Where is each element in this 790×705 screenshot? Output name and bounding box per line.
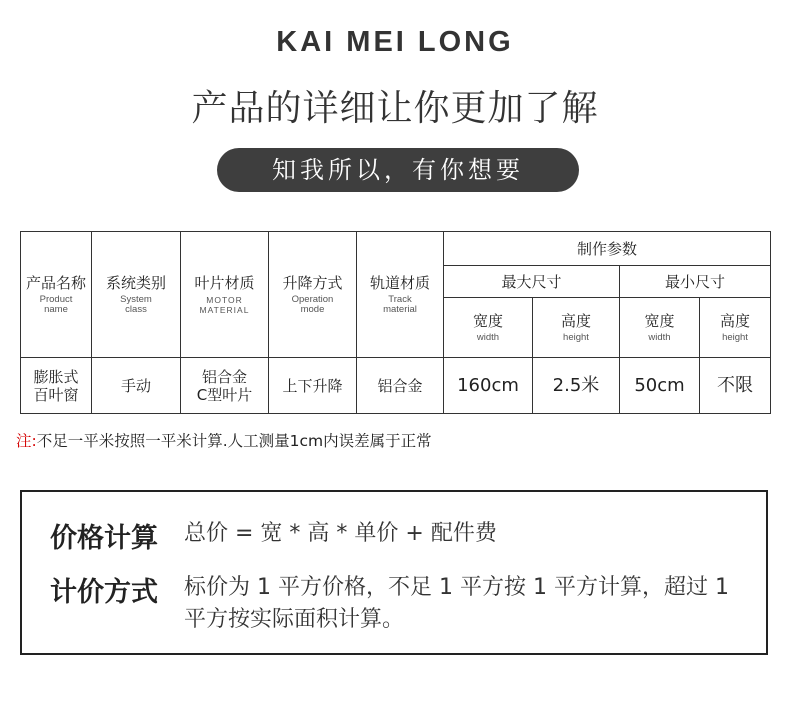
header-production-params: 制作参数 <box>444 232 771 266</box>
price-calc-label: 价格计算 <box>50 523 158 554</box>
header-sublabel: height <box>563 332 589 343</box>
header-sublabel: Operation mode <box>291 294 334 315</box>
header-label: 高度 <box>560 312 591 330</box>
note-prefix: 注: <box>16 432 37 450</box>
table-row <box>21 358 771 414</box>
header-system-class <box>92 232 181 358</box>
subhead-banner: 知我所以，有你想要 <box>217 148 579 192</box>
header-operation-mode <box>269 232 357 358</box>
header-sublabel: height <box>722 332 748 343</box>
cell-product-name <box>21 358 92 414</box>
cell-operation: 上下升降 <box>269 358 357 414</box>
header-max-size: 最大尺寸 <box>444 266 620 298</box>
header-sublabel: Track material <box>383 294 417 315</box>
price-calc-formula: 总价 = 宽 * 高 * 单价 + 配件费 <box>184 521 497 546</box>
price-method-line2: 平方按实际面积计算。 <box>184 607 405 632</box>
cell-system: 手动 <box>92 358 181 414</box>
header-blade-material <box>181 232 269 358</box>
page-headline: 产品的详细让你更加了解 <box>191 88 599 129</box>
header-product-name <box>21 232 92 358</box>
cell-max-height: 2.5米 <box>533 358 620 414</box>
header-label: 高度 <box>720 312 751 330</box>
cell-line: 铝合金 <box>201 367 247 386</box>
header-min-size: 最小尺寸 <box>620 266 771 298</box>
header-sublabel: Product name <box>39 294 73 315</box>
cell-track: 铝合金 <box>357 358 444 414</box>
header-sublabel: System class <box>120 294 152 315</box>
header-label: 宽度 <box>472 312 503 330</box>
header-max-width <box>444 298 533 358</box>
price-method-line1: 标价为 1 平方价格，不足 1 平方按 1 平方计算，超过 1 <box>184 575 729 600</box>
cell-blade-material <box>181 358 269 414</box>
pricing-box <box>20 490 768 655</box>
header-label: 产品名称 <box>25 274 86 292</box>
header-label: 系统类别 <box>105 274 166 292</box>
cell-line: C型叶片 <box>196 385 253 404</box>
header-label: 叶片材质 <box>194 274 255 292</box>
header-min-width <box>620 298 700 358</box>
cell-line: 百叶窗 <box>33 385 79 404</box>
measurement-note <box>16 429 432 451</box>
header-label: 升降方式 <box>282 274 343 292</box>
cell-max-width: 160cm <box>444 358 533 414</box>
header-label: 宽度 <box>644 312 675 330</box>
header-sublabel: width <box>476 332 500 343</box>
spec-table <box>20 231 771 414</box>
brand-title: KAI MEI LONG <box>276 26 514 58</box>
header-min-height <box>700 298 771 358</box>
note-text: 不足一平米按照一平米计算.人工测量1cm内误差属于正常 <box>36 432 432 450</box>
header-track-material <box>357 232 444 358</box>
header-sublabel: MOTOR MATERIAL <box>199 295 250 315</box>
price-method-label: 计价方式 <box>50 577 158 608</box>
header-sublabel: width <box>648 332 671 343</box>
header-label: 轨道材质 <box>369 274 430 292</box>
header-max-height <box>533 298 620 358</box>
cell-min-width: 50cm <box>620 358 700 414</box>
cell-min-height: 不限 <box>700 358 771 414</box>
cell-line: 膨胀式 <box>33 367 79 386</box>
